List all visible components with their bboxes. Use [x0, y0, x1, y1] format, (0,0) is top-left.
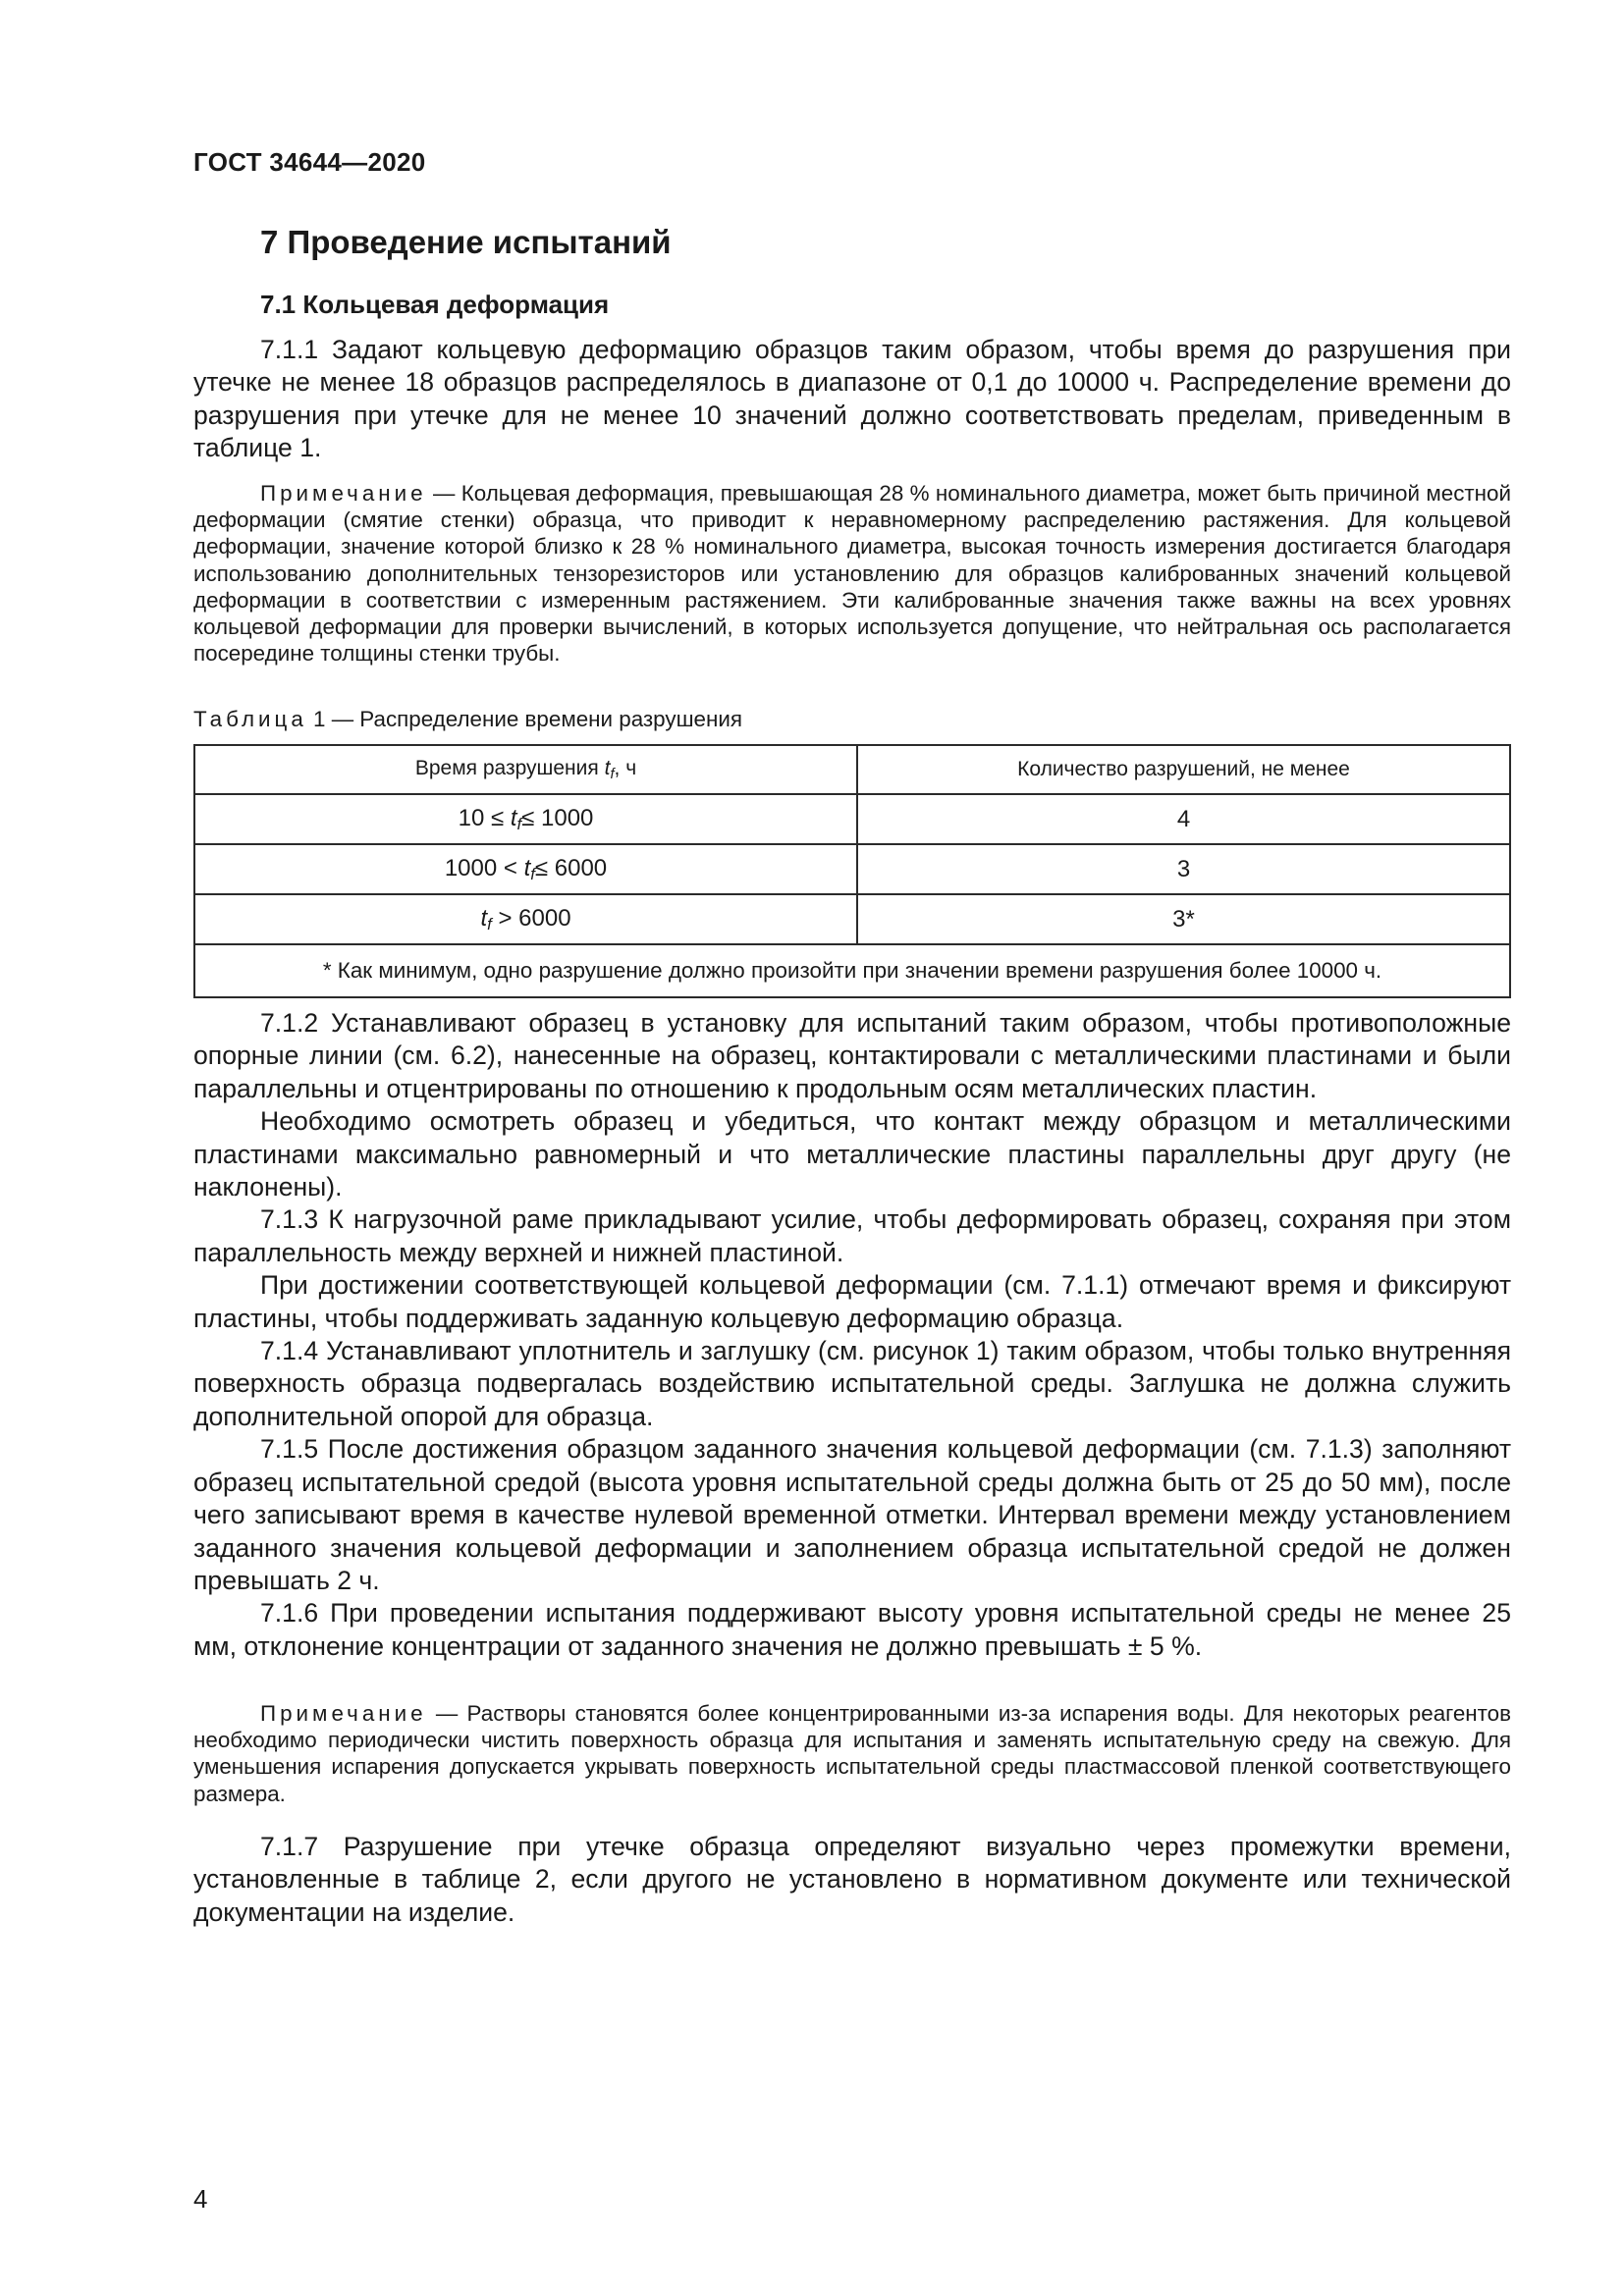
- column-header-count: Количество разрушений, не менее: [857, 745, 1510, 794]
- paragraph-7-1-7: 7.1.7 Разрушение при утечке образца определяют визуально через промежутки времени, установленные в таблице 2, если другого не установлено в нормативном документе или технической документации на изделие.: [193, 1832, 1511, 1927]
- cell-sub: f: [487, 914, 492, 934]
- paragraph-7-1-7-block: [193, 1831, 1511, 1929]
- cell-post: ≤ 1000: [521, 804, 594, 831]
- table-row: [194, 844, 1510, 894]
- note-1-label: Примечание: [260, 481, 427, 506]
- note-2-label: Примечание: [260, 1701, 427, 1726]
- paragraph-7-1-4: 7.1.4 Устанавливают уплотнитель и заглушку (см. рисунок 1) таким образом, чтобы только внутренняя поверхность образца подвергалась воздействию испытательной среды. Заглушка не должна служить дополнительной опорой для образца.: [193, 1336, 1511, 1431]
- cell-post: ≤ 6000: [534, 854, 608, 881]
- note-1-block: [193, 480, 1511, 667]
- header-time-prefix: Время разрушения: [414, 757, 605, 779]
- table-cell-count: 3*: [857, 894, 1510, 944]
- cell-pre: 10 ≤: [458, 804, 511, 831]
- paragraphs-7-1-2-to-7-1-6: [193, 1007, 1511, 1663]
- paragraph-7-1-3-continued: При достижении соответствующей кольцевой деформации (см. 7.1.1) отмечают время и фиксируют пластины, чтобы поддерживать заданную кольцевую деформацию образца.: [193, 1270, 1511, 1333]
- table-1-caption-label: Таблица: [193, 707, 307, 731]
- subsection-title: 7.1 Кольцевая деформация: [260, 290, 610, 319]
- table-row: [194, 794, 1510, 844]
- table-footnote-row: [194, 944, 1510, 997]
- cell-var: t: [510, 804, 517, 831]
- cell-post: > 6000: [491, 904, 571, 932]
- cell-sub: f: [516, 814, 522, 833]
- table-cell-time: [194, 894, 857, 944]
- column-header-time: [194, 745, 857, 794]
- page-number: 4: [193, 2184, 208, 2214]
- paragraph-7-1-2: 7.1.2 Устанавливают образец в установку для испытаний таким образом, чтобы противоположные опорные линии (см. 6.2), нанесенные на образец, контактировали с металлическими пластинами и были параллельны и отцентрированы по отношению к продольным осям металлических пластин.: [193, 1008, 1511, 1103]
- note-1-text: — Кольцевая деформация, превышающая 28 % номинального диаметра, может быть причиной местной деформации (смятие стенки) образца, что приводит к неравномерному распределению растяжения. Для кольцевой деформации, значение которой близко к 28 % номинального диаметра, высокая точность измерения достигается благодаря использованию дополнительных тензорезисторов или установлению для образцов калиброванных значений кольцевой деформации в соответствии с измеренным растяжением. Эти калиброванные значения также важны на всех уровнях кольцевой деформации для проверки вычислений, в которых используется допущение, что нейтральная ось располагается посередине толщины стенки трубы.: [193, 481, 1511, 667]
- paragraph-7-1-1-block: [193, 334, 1511, 465]
- header-time-suffix: , ч: [614, 757, 637, 779]
- note-2: [193, 1700, 1511, 1807]
- table-cell-time: [194, 794, 857, 844]
- cell-pre: 1000 <: [444, 854, 524, 881]
- document-code-header: ГОСТ 34644—2020: [193, 147, 426, 177]
- cell-sub: f: [530, 864, 535, 883]
- section-title: 7 Проведение испытаний: [260, 224, 672, 260]
- table-row: [194, 894, 1510, 944]
- paragraph-7-1-6: 7.1.6 При проведении испытания поддерживают высоту уровня испытательной среды не менее 25 мм, отклонение концентрации от заданного значения не должно превышать ± 5 %.: [193, 1598, 1511, 1661]
- table-1-caption-text: 1 — Распределение времени разрушения: [306, 707, 742, 731]
- table-1-caption: [193, 707, 742, 732]
- header-time-sub: f: [610, 767, 615, 782]
- header-time-var: t: [604, 757, 611, 779]
- table-cell-count: 4: [857, 794, 1510, 844]
- note-1: [193, 480, 1511, 667]
- paragraph-7-1-5: 7.1.5 После достижения образцом заданного значения кольцевой деформации (см. 7.1.3) заполняют образец испытательной средой (высота уровня испытательной среды должна быть от 25 до 50 мм), после чего записывают время в качестве нулевой временной отметки. Интервал времени между установлением заданного значения кольцевой деформации и заполнением образца испытательной средой не должен превышать 2 ч.: [193, 1434, 1511, 1595]
- table-header-row: [194, 745, 1510, 794]
- note-2-text: — Растворы становятся более концентрированными из-за испарения воды. Для некоторых реагентов необходимо периодически чистить поверхность образца для испытания и заменять испытательную среду на свежую. Для уменьшения испарения допускается укрывать поверхность испытательной среды пластмассовой пленкой соответствующего размера.: [193, 1701, 1511, 1806]
- table-cell-count: 3: [857, 844, 1510, 894]
- paragraph-7-1-2-continued: Необходимо осмотреть образец и убедиться, что контакт между образцом и металлическими пластинами максимально равномерный и что металлические пластины параллельны друг другу (не наклонены).: [193, 1106, 1511, 1202]
- table-footnote: * Как минимум, одно разрушение должно произойти при значении времени разрушения более 10000 ч.: [194, 944, 1510, 997]
- cell-var: t: [480, 904, 488, 932]
- table-1: [193, 744, 1511, 998]
- paragraph-7-1-1: 7.1.1 Задают кольцевую деформацию образцов таким образом, чтобы время до разрушения при утечке не менее 18 образцов распределялось в диапазоне от 0,1 до 10000 ч. Распределение времени до разрушения при утечке для не менее 10 значений должно соответствовать пределам, приведенным в таблице 1.: [193, 335, 1511, 463]
- cell-var: t: [523, 854, 531, 881]
- table-cell-time: [194, 844, 857, 894]
- note-2-block: [193, 1700, 1511, 1807]
- paragraph-7-1-3: 7.1.3 К нагрузочной раме прикладывают усилие, чтобы деформировать образец, сохраняя при этом параллельность между верхней и нижней пластиной.: [193, 1204, 1511, 1267]
